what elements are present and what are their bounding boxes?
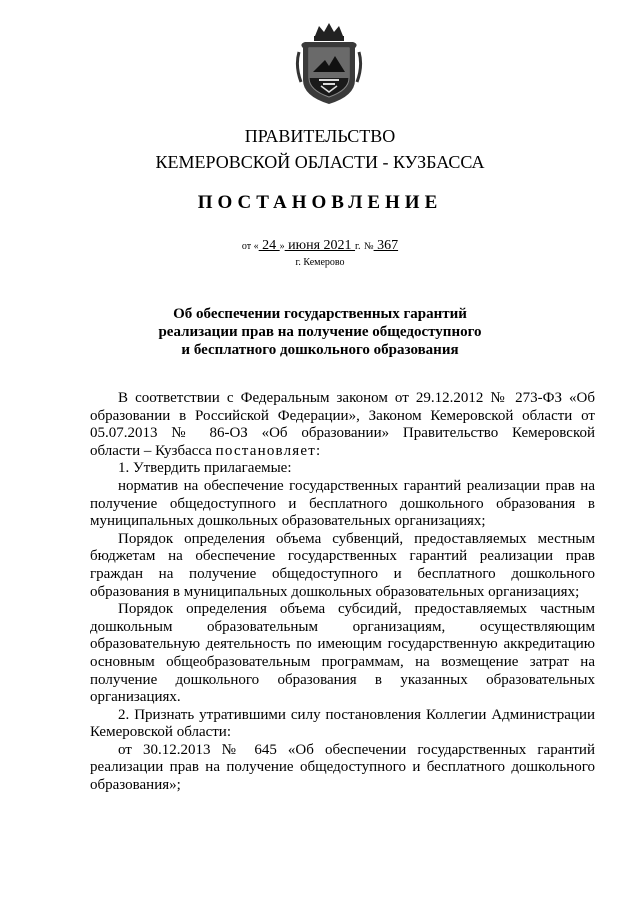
decree-word: постановляет: <box>215 442 322 459</box>
year-suffix: г. <box>355 241 361 252</box>
body-line: бюджетам на обеспечение государственных гарантий реализации прав <box>90 548 595 565</box>
body-line: В соответствии с Федеральным законом от 29.12.2012 № 273-ФЗ «Об <box>118 390 595 406</box>
title-line: реализации прав на получение общедоступного <box>158 324 482 340</box>
body-line: организациях. <box>90 689 181 706</box>
number-label: № <box>364 241 374 252</box>
body-line: основным общеобразовательным программам, на возмещение затрат на <box>90 653 595 670</box>
body-line: граждан на получение общедоступного и бесплатного дошкольного <box>90 565 595 582</box>
body-line: 1. Утвердить прилагаемые: <box>118 460 292 477</box>
org-name-line1: ПРАВИТЕЛЬСТВО <box>244 126 396 146</box>
title-line: Об обеспечении государственных гарантий <box>173 306 467 322</box>
document-title <box>100 305 540 359</box>
document-number: 367 <box>373 238 399 253</box>
org-name-line2: КЕМЕРОВСКОЙ ОБЛАСТИ - КУЗБАССА <box>155 152 485 172</box>
body-line: 05.07.2013 № 86-ОЗ «Об образовании» Правительство Кемеровской <box>90 425 595 442</box>
date-number-line <box>0 238 640 254</box>
body-line: муниципальных дошкольных образовательных организациях; <box>90 513 486 530</box>
body-line: Кемеровской области: <box>90 724 232 741</box>
body-line: норматив на обеспечение государственных гарантий реализации прав на <box>118 477 595 494</box>
city-name: г. Кемерово <box>295 257 345 268</box>
body-line: 2. Признать утратившими силу постановления Коллегии Администрации <box>118 706 595 723</box>
body-line-text: области – Кузбасса <box>90 442 216 459</box>
title-line: и бесплатного дошкольного образования <box>181 342 459 358</box>
body-line: реализации прав на получение общедоступного и бесплатного дошкольного <box>90 759 595 776</box>
date-prefix: от « <box>241 241 259 252</box>
coat-of-arms-emblem <box>295 22 363 106</box>
body-line: Порядок определения объема субвенций, предоставляемых местным <box>118 530 595 547</box>
body-line: от 30.12.2013 № 645 «Об обеспечении государственных гарантий <box>118 741 595 758</box>
date-day: 24 <box>258 238 280 253</box>
date-separator: » <box>279 241 285 252</box>
date-month-year: июня 2021 <box>284 238 356 253</box>
body-line <box>90 443 595 461</box>
body-line: Порядок определения объема субсидий, предоставляемых частным <box>118 601 595 618</box>
body-line: образования»; <box>90 777 181 794</box>
body-line: получение дошкольного образования в указанных образовательных <box>90 671 595 688</box>
document-type-heading: ПОСТАНОВЛЕНИЕ <box>197 192 443 213</box>
body-line: образовательную деятельность по имеющим государственную аккредитацию <box>90 636 595 653</box>
body-line: получение общедоступного и бесплатного дошкольного образования в <box>90 495 595 512</box>
body-line: дошкольным образовательным организациям, осуществляющим <box>90 618 595 635</box>
body-line: образования в муниципальных дошкольных образовательных организациях; <box>90 583 580 600</box>
document-body <box>90 390 595 795</box>
body-line: образовании в Российской Федерации», Законом Кемеровской области от <box>90 407 595 424</box>
